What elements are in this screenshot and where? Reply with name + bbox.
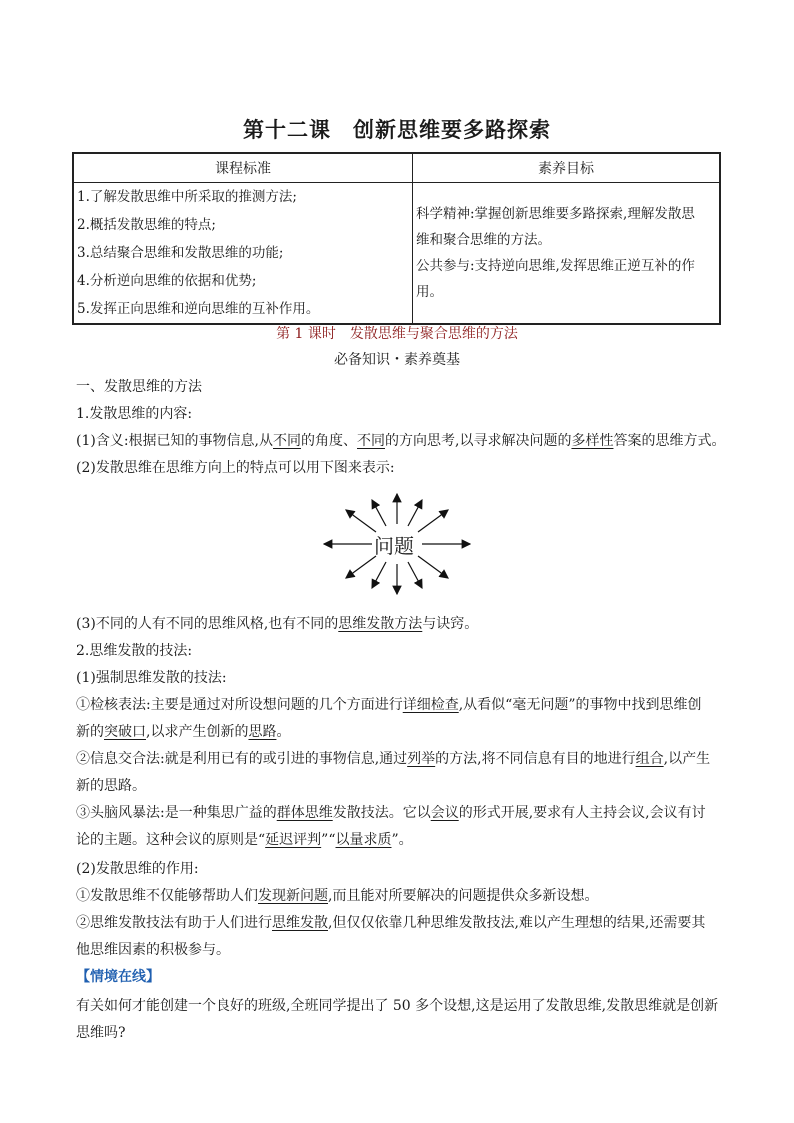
keyword: 详细检查 bbox=[402, 697, 459, 713]
section-title: 必备知识・素养奠基 bbox=[334, 352, 460, 368]
lesson-title: 第十二课 创新思维要多路探索 bbox=[243, 118, 551, 142]
goal-line: 科学精神:掌握创新思维要多路探索,理解发散思 bbox=[416, 206, 695, 222]
keyword: 组合 bbox=[635, 751, 664, 767]
heading-1: 一、发散思维的方法 bbox=[76, 379, 202, 395]
situation-question: 有关如何才能创建一个良好的班级,全班同学提出了 50 多个设想,这是运用了发散思维,发散思维就是创新 bbox=[76, 998, 719, 1014]
heading-2-2: (2)发散思维的作用: bbox=[76, 861, 199, 877]
heading-2-1: (1)强制思维发散的技法: bbox=[76, 670, 227, 686]
goal-line: 维和聚合思维的方法。 bbox=[416, 232, 551, 248]
heading-2: 2.思维发散的技法: bbox=[76, 643, 193, 659]
keyword: 会议 bbox=[430, 805, 459, 821]
diagram-center-label: 问题 bbox=[374, 534, 414, 558]
paragraph-styles: (3)不同的人有不同的思维风格,也有不同的思维发散方法与诀窍。 bbox=[76, 616, 479, 632]
keyword: 思维发散 bbox=[272, 915, 328, 931]
keyword: 思维发散方法 bbox=[338, 616, 423, 632]
standard-item: 5.发挥正向思维和逆向思维的互补作用。 bbox=[77, 301, 320, 317]
situation-question-cont: 思维吗? bbox=[76, 1025, 126, 1041]
keyword: 不同 bbox=[273, 433, 301, 449]
goals-cell bbox=[413, 183, 721, 325]
method-brainstorm: ③头脑风暴法:是一种集思广益的群体思维发散技法。它以会议的形式开展,要求有人主持会议,会议有讨 bbox=[76, 805, 706, 821]
standard-item: 1.了解发散思维中所采取的推测方法; bbox=[77, 189, 297, 205]
keyword: 突破口 bbox=[104, 724, 146, 740]
keyword: 思路 bbox=[248, 724, 277, 740]
goal-line: 用。 bbox=[416, 284, 443, 300]
keyword: 以量求质 bbox=[335, 832, 392, 848]
standard-item: 2.概括发散思维的特点; bbox=[77, 217, 216, 233]
method-brainstorm-cont: 论的主题。这种会议的原则是“延迟评判”“以量求质”。 bbox=[76, 832, 413, 848]
header-goals: 素养目标 bbox=[413, 153, 721, 183]
goal-line: 公共参与:支持逆向思维,发挥思维正逆互补的作 bbox=[416, 258, 695, 274]
effect-1: ①发散思维不仅能够帮助人们发现新问题,而且能对所要解决的问题提供众多新设想。 bbox=[76, 888, 599, 904]
paragraph-diagram-intro: (2)发散思维在思维方向上的特点可以用下图来表示: bbox=[76, 460, 395, 476]
keyword: 列举 bbox=[407, 751, 436, 767]
curriculum-table bbox=[72, 152, 721, 325]
method-info-combination: ②信息交合法:就是利用已有的或引进的事物信息,通过列举的方法,将不同信息有目的地进行组合,以产生 bbox=[76, 751, 711, 767]
method-info-combination-cont: 新的思路。 bbox=[76, 778, 146, 794]
keyword: 发现新问题 bbox=[258, 888, 328, 904]
standard-item: 3.总结聚合思维和发散思维的功能; bbox=[77, 245, 284, 261]
keyword: 多样性 bbox=[571, 433, 614, 449]
situation-label: 【情境在线】 bbox=[76, 969, 160, 985]
header-standards: 课程标准 bbox=[73, 153, 413, 183]
method-checklist: ①检核表法:主要是通过对所设想问题的几个方面进行详细检查,从看似“毫无问题”的事物中找到思维创 bbox=[76, 697, 702, 713]
effect-2: ②思维发散技法有助于人们进行思维发散,但仅仅依靠几种思维发散技法,难以产生理想的结果,还需要其 bbox=[76, 915, 706, 931]
heading-1-1: 1.发散思维的内容: bbox=[76, 406, 193, 422]
period-title: 第 1 课时 发散思维与聚合思维的方法 bbox=[276, 326, 518, 342]
method-checklist-cont: 新的突破口,以求产生创新的思路。 bbox=[76, 724, 291, 740]
standard-item: 4.分析逆向思维的依据和优势; bbox=[77, 273, 257, 289]
effect-2-cont: 他思维因素的积极参与。 bbox=[76, 942, 230, 958]
keyword: 不同 bbox=[357, 433, 385, 449]
keyword: 群体思维 bbox=[276, 805, 333, 821]
standards-cell bbox=[73, 183, 413, 325]
paragraph-definition: (1)含义:根据已知的事物信息,从不同的角度、不同的方向思考,以寻求解决问题的多样性答案的思维方式。 bbox=[76, 433, 726, 449]
keyword: 延迟评判 bbox=[265, 832, 322, 848]
